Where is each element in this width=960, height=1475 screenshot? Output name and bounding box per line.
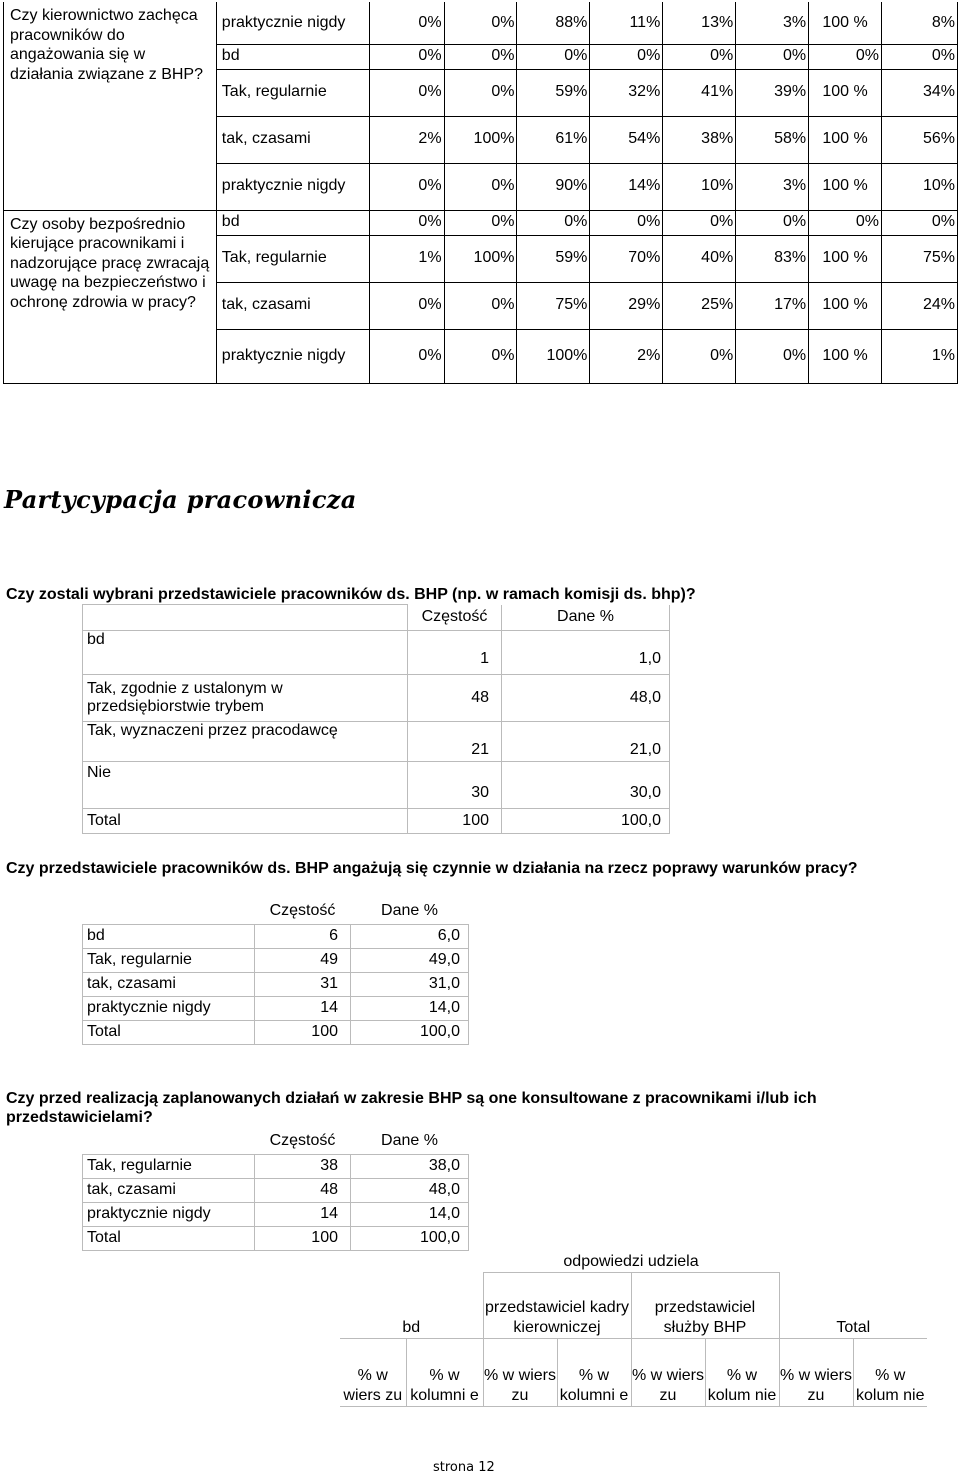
- table-row: [83, 972, 469, 996]
- table-header: [340, 1248, 927, 1272]
- value-cell: 14%: [590, 163, 663, 210]
- value-cell: 14: [255, 1202, 351, 1226]
- question-cell: Czy kierownictwo zachęca pracowników do angażowania się w działania związane z BHP?: [4, 2, 217, 210]
- value-cell: 0%: [444, 69, 517, 116]
- table-header: [83, 605, 670, 631]
- table-header: [340, 1338, 927, 1406]
- value-cell: 30,0: [502, 762, 670, 809]
- value-cell: 17%: [736, 282, 809, 329]
- value-cell: 0%: [444, 210, 517, 235]
- row-label: Tak, regularnie: [216, 69, 369, 116]
- value-cell: 10%: [663, 163, 736, 210]
- row-label: tak, czasami: [83, 1178, 255, 1202]
- value-cell: 100,0: [351, 1226, 469, 1250]
- table-row: [83, 996, 469, 1020]
- row-label: Tak, regularnie: [83, 1154, 255, 1178]
- value-cell: 25%: [663, 282, 736, 329]
- value-cell: 0%: [369, 210, 444, 235]
- value-cell: 8%: [882, 2, 958, 44]
- table-row: [83, 948, 469, 972]
- row-label: praktycznie nigdy: [216, 2, 369, 44]
- value-cell: 48,0: [502, 675, 670, 722]
- row-label: Total: [83, 1020, 255, 1044]
- col-group-header: odpowiedzi udziela: [483, 1248, 779, 1272]
- row-label: praktycznie nigdy: [83, 1202, 255, 1226]
- table-row: [83, 722, 670, 762]
- frequency-table: [82, 898, 469, 1045]
- value-cell: 0%: [736, 44, 809, 69]
- value-cell: 0%: [590, 210, 663, 235]
- value-cell: 21: [408, 722, 502, 762]
- table-row: [4, 210, 958, 235]
- table-header: [83, 898, 469, 924]
- row-label: bd: [216, 44, 369, 69]
- table-row: [83, 1178, 469, 1202]
- col-subheader: % w kolumni e: [557, 1338, 631, 1406]
- col-subheader: % w wiers zu: [631, 1338, 705, 1406]
- value-cell: 75%: [517, 282, 590, 329]
- frequency-table: [82, 604, 670, 834]
- col-header: Dane %: [351, 898, 469, 924]
- col-header: Częstość: [255, 898, 351, 924]
- col-group-header: Total: [779, 1272, 927, 1338]
- value-cell: 0%: [663, 210, 736, 235]
- table-row: [4, 2, 958, 44]
- value-cell: 0%: [736, 329, 809, 383]
- value-cell: 0%: [517, 44, 590, 69]
- value-cell: 0%: [517, 210, 590, 235]
- value-cell: 70%: [590, 235, 663, 282]
- value-cell: 13%: [663, 2, 736, 44]
- value-cell: 38: [255, 1154, 351, 1178]
- table-row: [83, 675, 670, 722]
- value-cell: 0%: [444, 329, 517, 383]
- row-label: tak, czasami: [216, 282, 369, 329]
- value-cell: 100 %: [809, 69, 882, 116]
- table-header: [83, 1128, 469, 1154]
- value-cell: 3%: [736, 2, 809, 44]
- value-cell: 1,0: [502, 631, 670, 675]
- value-cell: 0%: [369, 2, 444, 44]
- value-cell: 100,0: [502, 809, 670, 834]
- value-cell: 48: [255, 1178, 351, 1202]
- table-header: [340, 1272, 927, 1338]
- value-cell: 14: [255, 996, 351, 1020]
- col-header: Częstość: [255, 1128, 351, 1154]
- value-cell: 31: [255, 972, 351, 996]
- value-cell: 6: [255, 924, 351, 948]
- value-cell: 100 %: [809, 235, 882, 282]
- value-cell: 30: [408, 762, 502, 809]
- value-cell: 0%: [369, 69, 444, 116]
- value-cell: 32%: [590, 69, 663, 116]
- value-cell: 38%: [663, 116, 736, 163]
- value-cell: 0%: [444, 163, 517, 210]
- value-cell: 100%: [444, 116, 517, 163]
- row-label: Tak, wyznaczeni przez pracodawcę: [83, 722, 408, 762]
- value-cell: 100 %: [809, 116, 882, 163]
- value-cell: 0%: [590, 44, 663, 69]
- value-cell: 48,0: [351, 1178, 469, 1202]
- value-cell: 0%: [736, 210, 809, 235]
- value-cell: 56%: [882, 116, 958, 163]
- value-cell: 34%: [882, 69, 958, 116]
- value-cell: 3%: [736, 163, 809, 210]
- col-subheader: % w kolum nie: [705, 1338, 779, 1406]
- row-label: bd: [83, 924, 255, 948]
- value-cell: 2%: [369, 116, 444, 163]
- table-row: [83, 809, 670, 834]
- value-cell: 0%: [444, 2, 517, 44]
- page-number: strona 12: [433, 1460, 495, 1475]
- value-cell: 0%: [369, 282, 444, 329]
- row-label: Nie: [83, 762, 408, 809]
- value-cell: 0%: [369, 329, 444, 383]
- value-cell: 100 %: [809, 2, 882, 44]
- value-cell: 29%: [590, 282, 663, 329]
- value-cell: 11%: [590, 2, 663, 44]
- value-cell: 0%: [882, 44, 958, 69]
- value-cell: 59%: [517, 69, 590, 116]
- value-cell: 49,0: [351, 948, 469, 972]
- value-cell: 0%: [809, 44, 882, 69]
- row-label: Tak, zgodnie z ustalonym w przedsiębiorstwie trybem: [83, 675, 408, 722]
- value-cell: 90%: [517, 163, 590, 210]
- col-subheader: % w kolumni e: [406, 1338, 483, 1406]
- value-cell: 31,0: [351, 972, 469, 996]
- value-cell: 2%: [590, 329, 663, 383]
- question-text: Czy zostali wybrani przedstawiciele pracowników ds. BHP (np. w ramach komisji ds. bhp)?: [6, 586, 696, 603]
- row-label: tak, czasami: [83, 972, 255, 996]
- table-row: [83, 762, 670, 809]
- col-header: Częstość: [408, 605, 502, 631]
- value-cell: 100%: [517, 329, 590, 383]
- value-cell: 75%: [882, 235, 958, 282]
- value-cell: 0%: [882, 210, 958, 235]
- col-group-header: bd: [340, 1272, 483, 1338]
- col-header: Dane %: [502, 605, 670, 631]
- value-cell: 0%: [663, 44, 736, 69]
- row-label: Tak, regularnie: [83, 948, 255, 972]
- section-heading: Partycypacja pracownicza: [4, 485, 357, 514]
- col-group-header: przedstawiciel służby BHP: [631, 1272, 779, 1338]
- value-cell: 0%: [444, 44, 517, 69]
- crosstab-header-table: [340, 1248, 927, 1407]
- col-header: Dane %: [351, 1128, 469, 1154]
- crosstab-table: [3, 2, 958, 384]
- table-row: [83, 1154, 469, 1178]
- value-cell: 0%: [369, 163, 444, 210]
- value-cell: 100: [408, 809, 502, 834]
- value-cell: 54%: [590, 116, 663, 163]
- row-label: Total: [83, 1226, 255, 1250]
- table-row: [83, 1202, 469, 1226]
- value-cell: 1%: [882, 329, 958, 383]
- col-subheader: % w wiers zu: [483, 1338, 557, 1406]
- value-cell: 24%: [882, 282, 958, 329]
- value-cell: 59%: [517, 235, 590, 282]
- question-text: Czy przedstawiciele pracowników ds. BHP angażują się czynnie w działania na rzecz poprawy warunków pracy?: [6, 860, 858, 877]
- table-row: [83, 631, 670, 675]
- value-cell: 100,0: [351, 1020, 469, 1044]
- value-cell: 100 %: [809, 329, 882, 383]
- value-cell: 1%: [369, 235, 444, 282]
- question-cell: Czy osoby bezpośrednio kierujące pracownikami i nadzorujące pracę zwracają uwagę na bezpieczeństwo i ochronę zdrowia w pracy?: [4, 210, 217, 383]
- value-cell: 100 %: [809, 163, 882, 210]
- row-label: praktycznie nigdy: [83, 996, 255, 1020]
- col-group-header: przedstawiciel kadry kierowniczej: [483, 1272, 631, 1338]
- table-row: [83, 924, 469, 948]
- row-label: bd: [83, 631, 408, 675]
- question-text: Czy przed realizacją zaplanowanych działań w zakresie BHP są one konsultowane z pracownikami i/lub ich przedstawicielami?: [6, 1090, 817, 1127]
- table-row: [83, 1020, 469, 1044]
- value-cell: 40%: [663, 235, 736, 282]
- value-cell: 10%: [882, 163, 958, 210]
- value-cell: 0%: [444, 282, 517, 329]
- col-subheader: % w kolum nie: [853, 1338, 927, 1406]
- frequency-table: [82, 1128, 469, 1251]
- value-cell: 14,0: [351, 1202, 469, 1226]
- value-cell: 14,0: [351, 996, 469, 1020]
- row-label: Total: [83, 809, 408, 834]
- value-cell: 100: [255, 1226, 351, 1250]
- value-cell: 100: [255, 1020, 351, 1044]
- col-subheader: % w wiers zu: [340, 1338, 406, 1406]
- value-cell: 49: [255, 948, 351, 972]
- value-cell: 6,0: [351, 924, 469, 948]
- row-label: Tak, regularnie: [216, 235, 369, 282]
- value-cell: 48: [408, 675, 502, 722]
- value-cell: 38,0: [351, 1154, 469, 1178]
- value-cell: 39%: [736, 69, 809, 116]
- value-cell: 100 %: [809, 282, 882, 329]
- col-subheader: % w wiers zu: [779, 1338, 853, 1406]
- value-cell: 58%: [736, 116, 809, 163]
- row-label: praktycznie nigdy: [216, 329, 369, 383]
- row-label: praktycznie nigdy: [216, 163, 369, 210]
- table-row: [83, 1226, 469, 1250]
- row-label: tak, czasami: [216, 116, 369, 163]
- value-cell: 100%: [444, 235, 517, 282]
- value-cell: 0%: [809, 210, 882, 235]
- value-cell: 1: [408, 631, 502, 675]
- value-cell: 83%: [736, 235, 809, 282]
- value-cell: 88%: [517, 2, 590, 44]
- value-cell: 21,0: [502, 722, 670, 762]
- value-cell: 61%: [517, 116, 590, 163]
- value-cell: 0%: [663, 329, 736, 383]
- row-label: bd: [216, 210, 369, 235]
- value-cell: 41%: [663, 69, 736, 116]
- value-cell: 0%: [369, 44, 444, 69]
